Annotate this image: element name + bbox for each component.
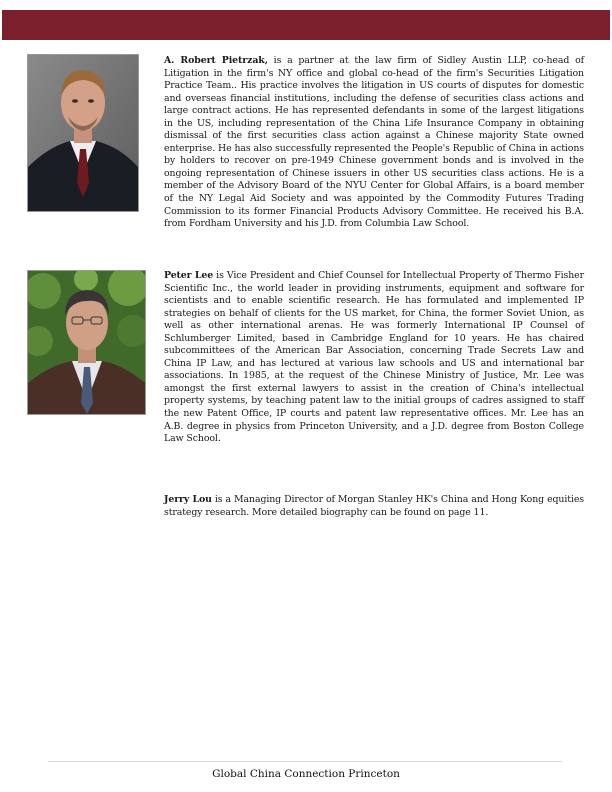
bio-lee — [164, 270, 584, 446]
footer-title: Global China Connection Princeton — [212, 768, 400, 780]
bio-lou — [164, 494, 584, 519]
portrait-photo-lee — [27, 270, 146, 415]
bio-text: is Vice President and Chief Counsel for Intellectual Property of Thermo Fisher Scientific Inc., the world leader in providing instruments, equipment and software for scientists and to enable scientific research. He has formulated and implemented IP strategies on behalf of clients for the US market, for China, the former Soviet Union, as well as other international arenas. He was formerly International IP Counsel of Schlumberger Limited, based in Cambridge England for 10 years. He has chaired subcommittees of the American Bar Association, concerning Trade Secrets Law and China IP Law, and has lectured at various law schools and US and international bar associations. In 1985, at the request of the Chinese Ministry of Justice, Mr. Lee was amongst the first external lawyers to assist in the creation of China's intellectual property systems, by teaching patent law to the initial groups of cadres assigned to staff the new Patent Office, IP courts and patent law representative offices. Mr. Lee has an A.B. degree in physics from Princeton University, and a J.D. degree from Boston College Law School. — [164, 270, 584, 445]
bio-pietrzak — [164, 55, 584, 231]
bio-text: is a partner at the law firm of Sidley Austin LLP, co-head of Litigation in the firm's NY office and global co-head of the firm's Securities Litigation Practice Team.. His practice involves the litigation in US courts of disputes for domestic and overseas financial institutions, including the defense of securities class actions and large contract actions. He has represented defendants in some of the largest litigations in the US, including representation of the China Life Insurance Company in obtaining dismissal of the first securities class action against a Chinese majority State owned enterprise. He has also successfully represented the People's Republic of China in actions by holders to recover on pre-1949 Chinese government bonds and is involved in the ongoing representation of Chinese issuers in other US securities class actions. He is a member of the Advisory Board of the NYU Center for Global Affairs, is a board member of the NY Legal Aid Society and was appointed by the Commodity Futures Trading Commission to its former Financial Products Advisory Committee. He received his B.A. from Fordham University and his J.D. from Columbia Law School. — [164, 55, 584, 230]
bio-name: A. Robert Pietrzak, — [164, 55, 268, 66]
bio-name: Peter Lee — [164, 270, 214, 281]
portrait-photo-pietrzak — [27, 54, 139, 212]
bio-text: is a Managing Director of Morgan Stanley HK's China and Hong Kong equities strategy research. More detailed biography can be found on page 11. — [164, 494, 584, 518]
bio-name: Jerry Lou — [164, 494, 212, 505]
header-bar — [2, 10, 610, 40]
footer-divider — [48, 761, 562, 762]
